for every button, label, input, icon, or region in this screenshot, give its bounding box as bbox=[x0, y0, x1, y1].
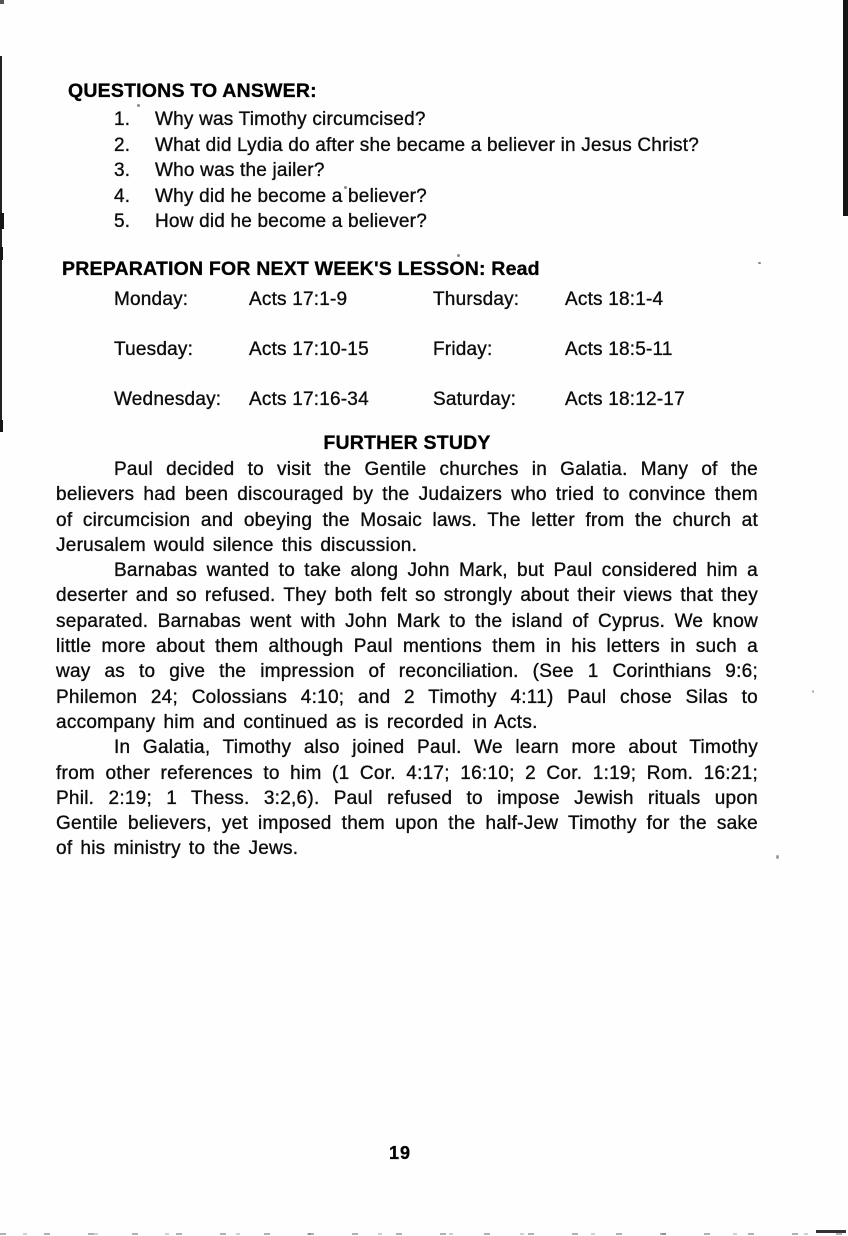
questions-heading: QUESTIONS TO ANSWER: bbox=[68, 80, 317, 102]
question-item bbox=[56, 184, 758, 210]
scan-artifact-left-line bbox=[0, 56, 2, 430]
preparation-heading: PREPARATION FOR NEXT WEEK'S LESSON: Read bbox=[62, 257, 540, 280]
scan-artifact-bottom-dashes bbox=[0, 1233, 848, 1235]
question-text: Who was the jailer? bbox=[155, 160, 325, 182]
further-study-paragraph: Paul decided to visit the Gentile churches in Galatia. Many of the believers had been discouraged by the Judaizers who tried to convince them of circumcision and obeying the Mosaic laws. The letter from the church at Jerusalem would silence this discussion. bbox=[56, 458, 758, 556]
prep-day-label: Tuesday: bbox=[114, 338, 194, 360]
prep-day-label: Friday: bbox=[433, 338, 493, 360]
scan-artifact-left-blob bbox=[0, 420, 3, 432]
prep-day-label: Saturday: bbox=[433, 388, 517, 410]
further-study-body bbox=[56, 457, 758, 862]
scan-artifact-bottom-right-mark bbox=[816, 1230, 846, 1233]
prep-scripture-ref: Acts 18:12-17 bbox=[565, 388, 685, 410]
question-text: What did Lydia do after she became a believer in Jesus Christ? bbox=[155, 134, 699, 156]
question-number: 3. bbox=[114, 160, 131, 182]
further-study-heading: FURTHER STUDY bbox=[323, 431, 491, 454]
preparation-row bbox=[114, 287, 758, 313]
question-number: 1. bbox=[114, 109, 131, 130]
questions-list bbox=[56, 107, 758, 235]
preparation-table bbox=[56, 287, 758, 413]
prep-day-label: Monday: bbox=[114, 288, 189, 310]
question-item bbox=[56, 107, 758, 133]
prep-day-label: Wednesday: bbox=[114, 388, 222, 410]
further-study-paragraph: In Galatia, Timothy also joined Paul. We learn more about Timothy from other references to him (1 Cor. 4:17; 16:10; 2 Cor. 1:19; Rom. 16:21; Phil. 2:19; 1 Thess. 3:2,6). Paul refused to impose Jewish rituals upon Gentile believers, yet imposed them upon the half-Jew Timothy for the sake of his ministry to the Jews. bbox=[56, 737, 758, 860]
question-item bbox=[56, 133, 758, 159]
question-text: How did he become a believer? bbox=[155, 211, 427, 233]
prep-scripture-ref: Acts 17:10-15 bbox=[249, 338, 369, 360]
question-number: 2. bbox=[114, 134, 131, 156]
preparation-row bbox=[114, 387, 758, 413]
question-text: Why did he become a believer? bbox=[155, 185, 427, 207]
scan-artifact-left-blob bbox=[0, 247, 3, 260]
scan-artifact-left-blob bbox=[0, 213, 4, 229]
scan-speck bbox=[812, 690, 814, 693]
page-content bbox=[56, 0, 758, 862]
prep-scripture-ref: Acts 17:16-34 bbox=[249, 388, 369, 410]
question-number: 4. bbox=[114, 185, 131, 207]
page-number: 19 bbox=[389, 1143, 412, 1163]
question-item bbox=[56, 209, 758, 235]
scan-speck bbox=[758, 262, 761, 264]
scan-artifact-corner-speck bbox=[0, 0, 4, 4]
prep-scripture-ref: Acts 18:1-4 bbox=[565, 288, 664, 310]
prep-scripture-ref: Acts 17:1-9 bbox=[249, 288, 348, 310]
question-number: 5. bbox=[114, 211, 131, 233]
question-item bbox=[56, 158, 758, 184]
prep-scripture-ref: Acts 18:5-11 bbox=[565, 338, 673, 360]
further-study-paragraph: Barnabas wanted to take along John Mark, but Paul considered him a deserter and so refused. They both felt so strongly about their views that they separated. Barnabas went with John Mark to the island of Cyprus. We know little more about them although Paul mentions them in his letters in such a way as to give the impression of reconciliation. (See 1 Corinthians 9:6; Philemon 24; Colossians 4:10; and 2 Timothy 4:11) Paul chose Silas to accompany him and continued as is recorded in Acts. bbox=[56, 560, 758, 733]
prep-day-label: Thursday: bbox=[433, 288, 520, 310]
scan-speck bbox=[776, 855, 779, 859]
question-text: Why was Timothy circumcised? bbox=[155, 109, 426, 130]
preparation-row bbox=[114, 337, 758, 363]
scan-artifact-right-bar bbox=[843, 0, 848, 216]
